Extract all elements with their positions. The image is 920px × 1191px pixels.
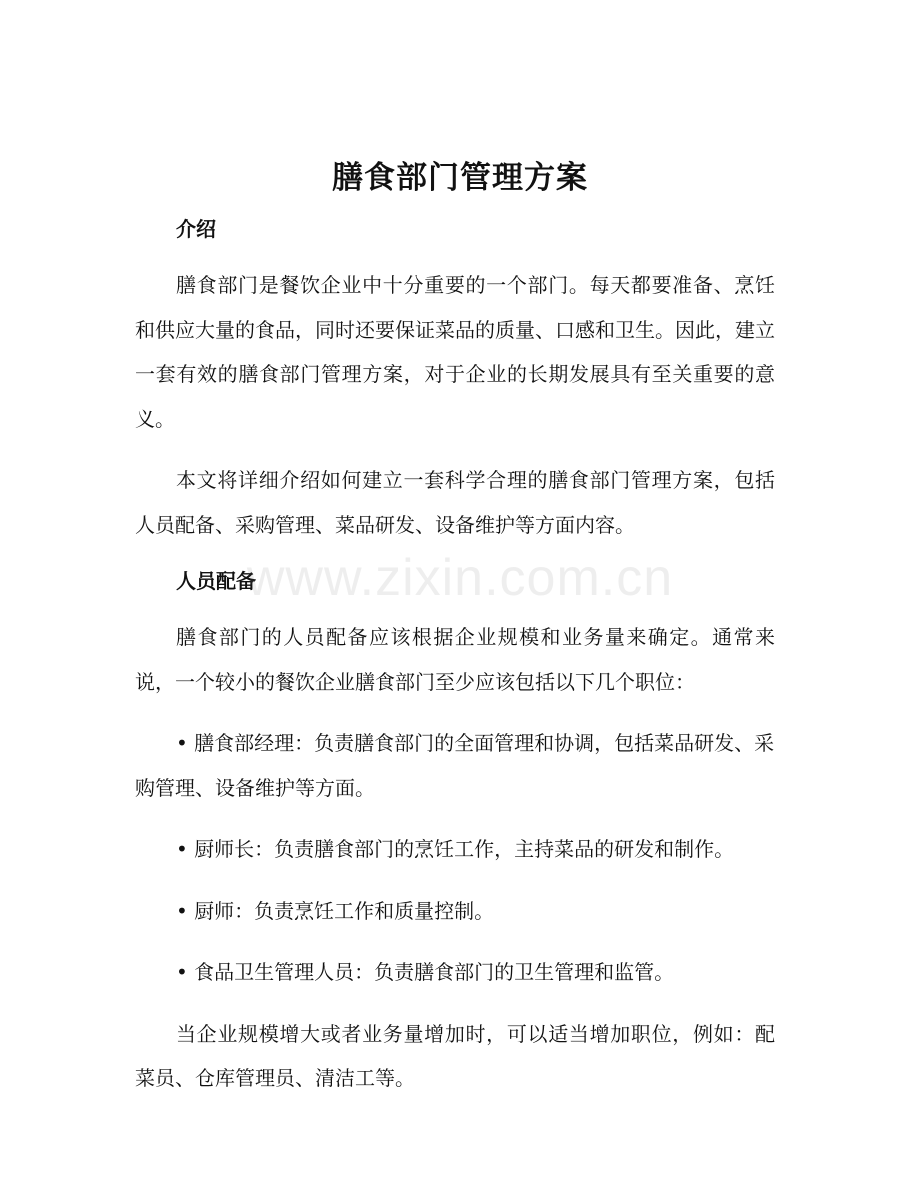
staffing-bullet-chef: • 厨师：负责烹饪工作和质量控制。: [176, 898, 495, 923]
document-body: [135, 212, 775, 1118]
staffing-paragraph-1: 膳食部门的人员配备应该根据企业规模和业务量来确定。通常来说，一个较小的餐饮企业膳食部门至少应该包括以下几个职位：: [135, 625, 775, 694]
staffing-bullet-hygiene: • 食品卫生管理人员：负责膳食部门的卫生管理和监管。: [176, 960, 675, 984]
section-heading-staffing: 人员配备: [176, 569, 256, 593]
staffing-bullet-manager: • 膳食部经理：负责膳食部门的全面管理和协调，包括菜品研发、采购管理、设备维护等方面。: [135, 731, 775, 800]
document-title: 膳食部门管理方案: [332, 160, 588, 196]
intro-paragraph-1: 膳食部门是餐饮企业中十分重要的一个部门。每天都要准备、烹饪和供应大量的食品，同时还要保证菜品的质量、口感和卫生。因此，建立一套有效的膳食部门管理方案，对于企业的长期发展具有至关重要的意义。: [135, 273, 775, 431]
staffing-bullet-head-chef: • 厨师长：负责膳食部门的烹饪工作，主持菜品的研发和制作。: [176, 837, 735, 861]
staffing-paragraph-2: 当企业规模增大或者业务量增加时，可以适当增加职位，例如：配菜员、仓库管理员、清洁工等。: [135, 1021, 775, 1090]
watermark: www.zixin.com.cn: [246, 549, 674, 607]
section-heading-intro: 介绍: [176, 217, 216, 241]
intro-paragraph-2: 本文将详细介绍如何建立一套科学合理的膳食部门管理方案，包括人员配备、采购管理、菜品研发、设备维护等方面内容。: [135, 468, 775, 537]
